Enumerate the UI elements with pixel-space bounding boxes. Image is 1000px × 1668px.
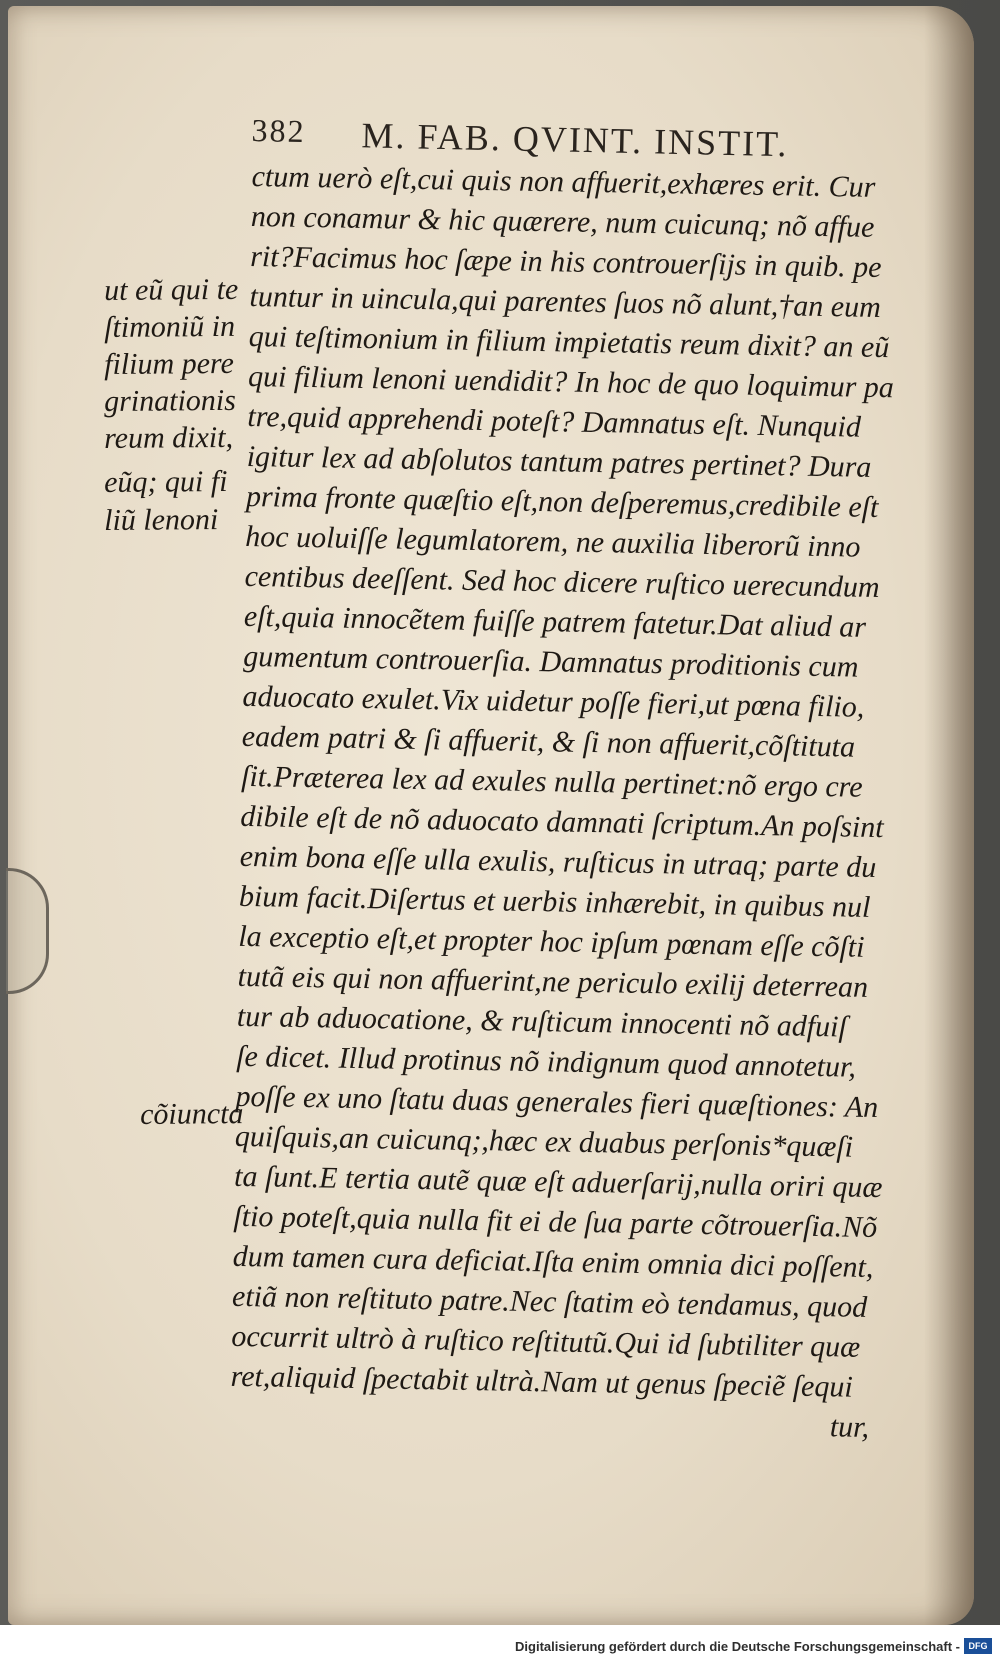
footer-bar bbox=[0, 1625, 1000, 1668]
margin-note: eũq; qui fi bbox=[104, 464, 228, 499]
running-title: M. FAB. QVINT. INSTIT. bbox=[361, 115, 789, 165]
text-line: occurrit ultrò à ruſtico reſtitutũ.Qui id ſubtiliter quæ bbox=[231, 1319, 861, 1364]
book-clasp bbox=[6, 868, 49, 994]
text-line: qui filium lenoni uendidit? In hoc de quo loquimur pa bbox=[247, 359, 895, 405]
main-text-block bbox=[229, 155, 901, 1456]
page-edge-shadow bbox=[924, 6, 974, 1625]
margin-note: liũ lenoni bbox=[104, 503, 219, 537]
margin-note: cõiuncta bbox=[140, 1097, 244, 1131]
text-line: tutã eis qui non affuerint,ne periculo exilij deterrean bbox=[237, 959, 869, 1004]
margin-note: ſtimoniũ in bbox=[104, 309, 236, 344]
text-line: poſſe ex uno ſtatu duas generales fieri quæſtiones: An bbox=[235, 1079, 879, 1125]
dfg-logo: DFG bbox=[964, 1638, 992, 1654]
text-line: dum tamen cura deficiat.Iſta enim omnia dici poſſent, bbox=[232, 1239, 874, 1285]
text-line: aduocato exulet.Vix uidetur poſſe fieri,ut pœna filio, bbox=[242, 679, 865, 724]
text-line: tur ab aduocatione, & ruſticum innocenti nõ adfuiſ bbox=[236, 999, 848, 1044]
text-line: non conamur & hic quærere, num cuicunq; nõ affue bbox=[250, 199, 875, 244]
text-line: quiſquis,an cuicunq;,hæc ex duabus perſonis*quæſi bbox=[234, 1119, 854, 1164]
text-line: etiã non reſtituto patre.Nec ſtatim eò tendamus, quod bbox=[231, 1279, 868, 1324]
text-line: ret,aliquid ſpectabit ultrà.Nam ut genus ſpeciẽ ſequi bbox=[230, 1359, 854, 1404]
margin-note: grinationis bbox=[104, 383, 237, 418]
page-number: 382 bbox=[251, 112, 306, 150]
funding-note: Digitalisierung gefördert durch die Deutsche Forschungsgemeinschaft - bbox=[515, 1639, 960, 1654]
margin-note: reum dixit, bbox=[104, 420, 234, 455]
text-line: dibile eſt de nõ aduocato damnati ſcriptum.An poſsint bbox=[240, 799, 884, 845]
text-line: ſit.Præterea lex ad exules nulla pertinet:nõ ergo cre bbox=[240, 759, 863, 804]
text-line: ſtio poteſt,quia nulla fit ei de ſua parte cõtrouerſia.Nõ bbox=[233, 1199, 878, 1245]
text-line: la exceptio eſt,et propter hoc ipſum pœnam eſſe cõſti bbox=[238, 919, 865, 964]
text-line: igitur lex ad abſolutos tantum patres pertinet? Dura bbox=[246, 439, 872, 484]
text-line: prima fronte quæſtio eſt,non deſperemus,credibile eſt bbox=[245, 479, 879, 524]
text-line: rit?Facimus hoc ſæpe in his controuerſijs in quib. pe bbox=[249, 239, 882, 285]
text-line: enim bona eſſe ulla exulis, ruſticus in utraq; parte du bbox=[239, 839, 877, 885]
text-line: ſe dicet. Illud protinus nõ indignum quod annotetur, bbox=[235, 1039, 857, 1084]
margin-note: ut eũ qui te bbox=[104, 272, 239, 307]
text-line: bium facit.Diſertus et uerbis inhærebit, in quibus nul bbox=[238, 879, 871, 924]
text-line: ta ſunt.E tertia autẽ quæ eſt aduerſarij,nulla oriri quæ bbox=[233, 1159, 883, 1205]
text-line: eſt,quia innocẽtem fuiſſe patrem fatetur.Dat aliud ar bbox=[243, 599, 867, 644]
margin-note: filium pere bbox=[104, 346, 235, 381]
text-line: tuntur in uincula,qui parentes ſuos nõ alunt,†an eum bbox=[249, 279, 882, 324]
catchword: tur, bbox=[829, 1410, 870, 1444]
text-line: ctum uerò eſt,cui quis non affuerit,exhæres erit. Cur bbox=[251, 159, 876, 204]
text-line: hoc uoluiſſe legumlatorem, ne auxilia liberorũ inno bbox=[245, 519, 861, 564]
text-line: eadem patri & ſi affuerit, & ſi non affuerit,cõſtituta bbox=[241, 719, 856, 764]
text-line: qui teſtimonium in filium impietatis reum dixit? an eũ bbox=[248, 319, 890, 365]
text-line: centibus deeſſent. Sed hoc dicere ruſtico uerecundum bbox=[244, 559, 880, 605]
text-line: tre,quid apprehendi poteſt? Damnatus eſt. Nunquid bbox=[247, 399, 862, 444]
text-line: gumentum controuerſia. Damnatus proditionis cum bbox=[242, 639, 859, 684]
